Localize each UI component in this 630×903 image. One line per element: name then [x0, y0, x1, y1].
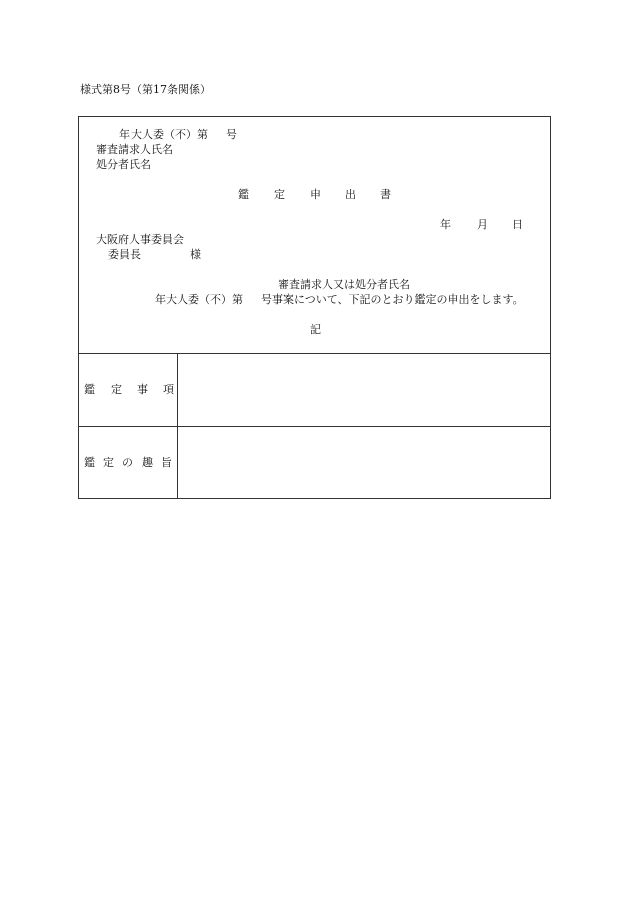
ki-label: 記 — [310, 323, 321, 336]
addressee-honorific: 様 — [190, 248, 201, 261]
row1-label-char-4: 項 — [163, 383, 174, 396]
respondent-name-label: 処分者氏名 — [96, 158, 151, 171]
row2-label-char-1: 鑑 — [84, 456, 95, 469]
row2-value-cell[interactable] — [178, 427, 550, 498]
claimant-name-label: 審査請求人氏名 — [96, 143, 173, 156]
row1-label-char-2: 定 — [111, 383, 122, 396]
form-label: 様式第8号（第17条関係） — [80, 83, 211, 96]
row2-label-char-4: 趣 — [142, 456, 153, 469]
date-day: 日 — [512, 218, 523, 231]
case-number-suffix: 号 — [226, 128, 237, 141]
case-year: 年 — [119, 128, 130, 141]
addressee-org: 大阪府人事委員会 — [96, 233, 184, 246]
title-char-4: 出 — [345, 188, 356, 201]
title-char-5: 書 — [380, 188, 391, 201]
row1-label-char-1: 鑑 — [84, 383, 95, 396]
row1-value-cell[interactable] — [178, 354, 550, 426]
date-year: 年 — [440, 218, 451, 231]
row2-label-char-5: 旨 — [161, 456, 172, 469]
body-suffix: 号事案について、下記のとおり鑑定の申出をします。 — [261, 293, 524, 306]
title-char-2: 定 — [274, 188, 285, 201]
row2-label-char-3: の — [122, 456, 133, 469]
title-char-3: 申 — [310, 188, 321, 201]
case-committee: 大人委（不）第 — [131, 128, 208, 141]
body-prefix: 年大人委（不）第 — [155, 293, 243, 306]
title-char-1: 鑑 — [238, 188, 249, 201]
date-month: 月 — [477, 218, 488, 231]
row1-label-char-3: 事 — [137, 383, 148, 396]
row2-label-char-2: 定 — [103, 456, 114, 469]
applicant-label: 審査請求人又は処分者氏名 — [278, 278, 410, 291]
addressee-title: 委員長 — [108, 248, 141, 261]
